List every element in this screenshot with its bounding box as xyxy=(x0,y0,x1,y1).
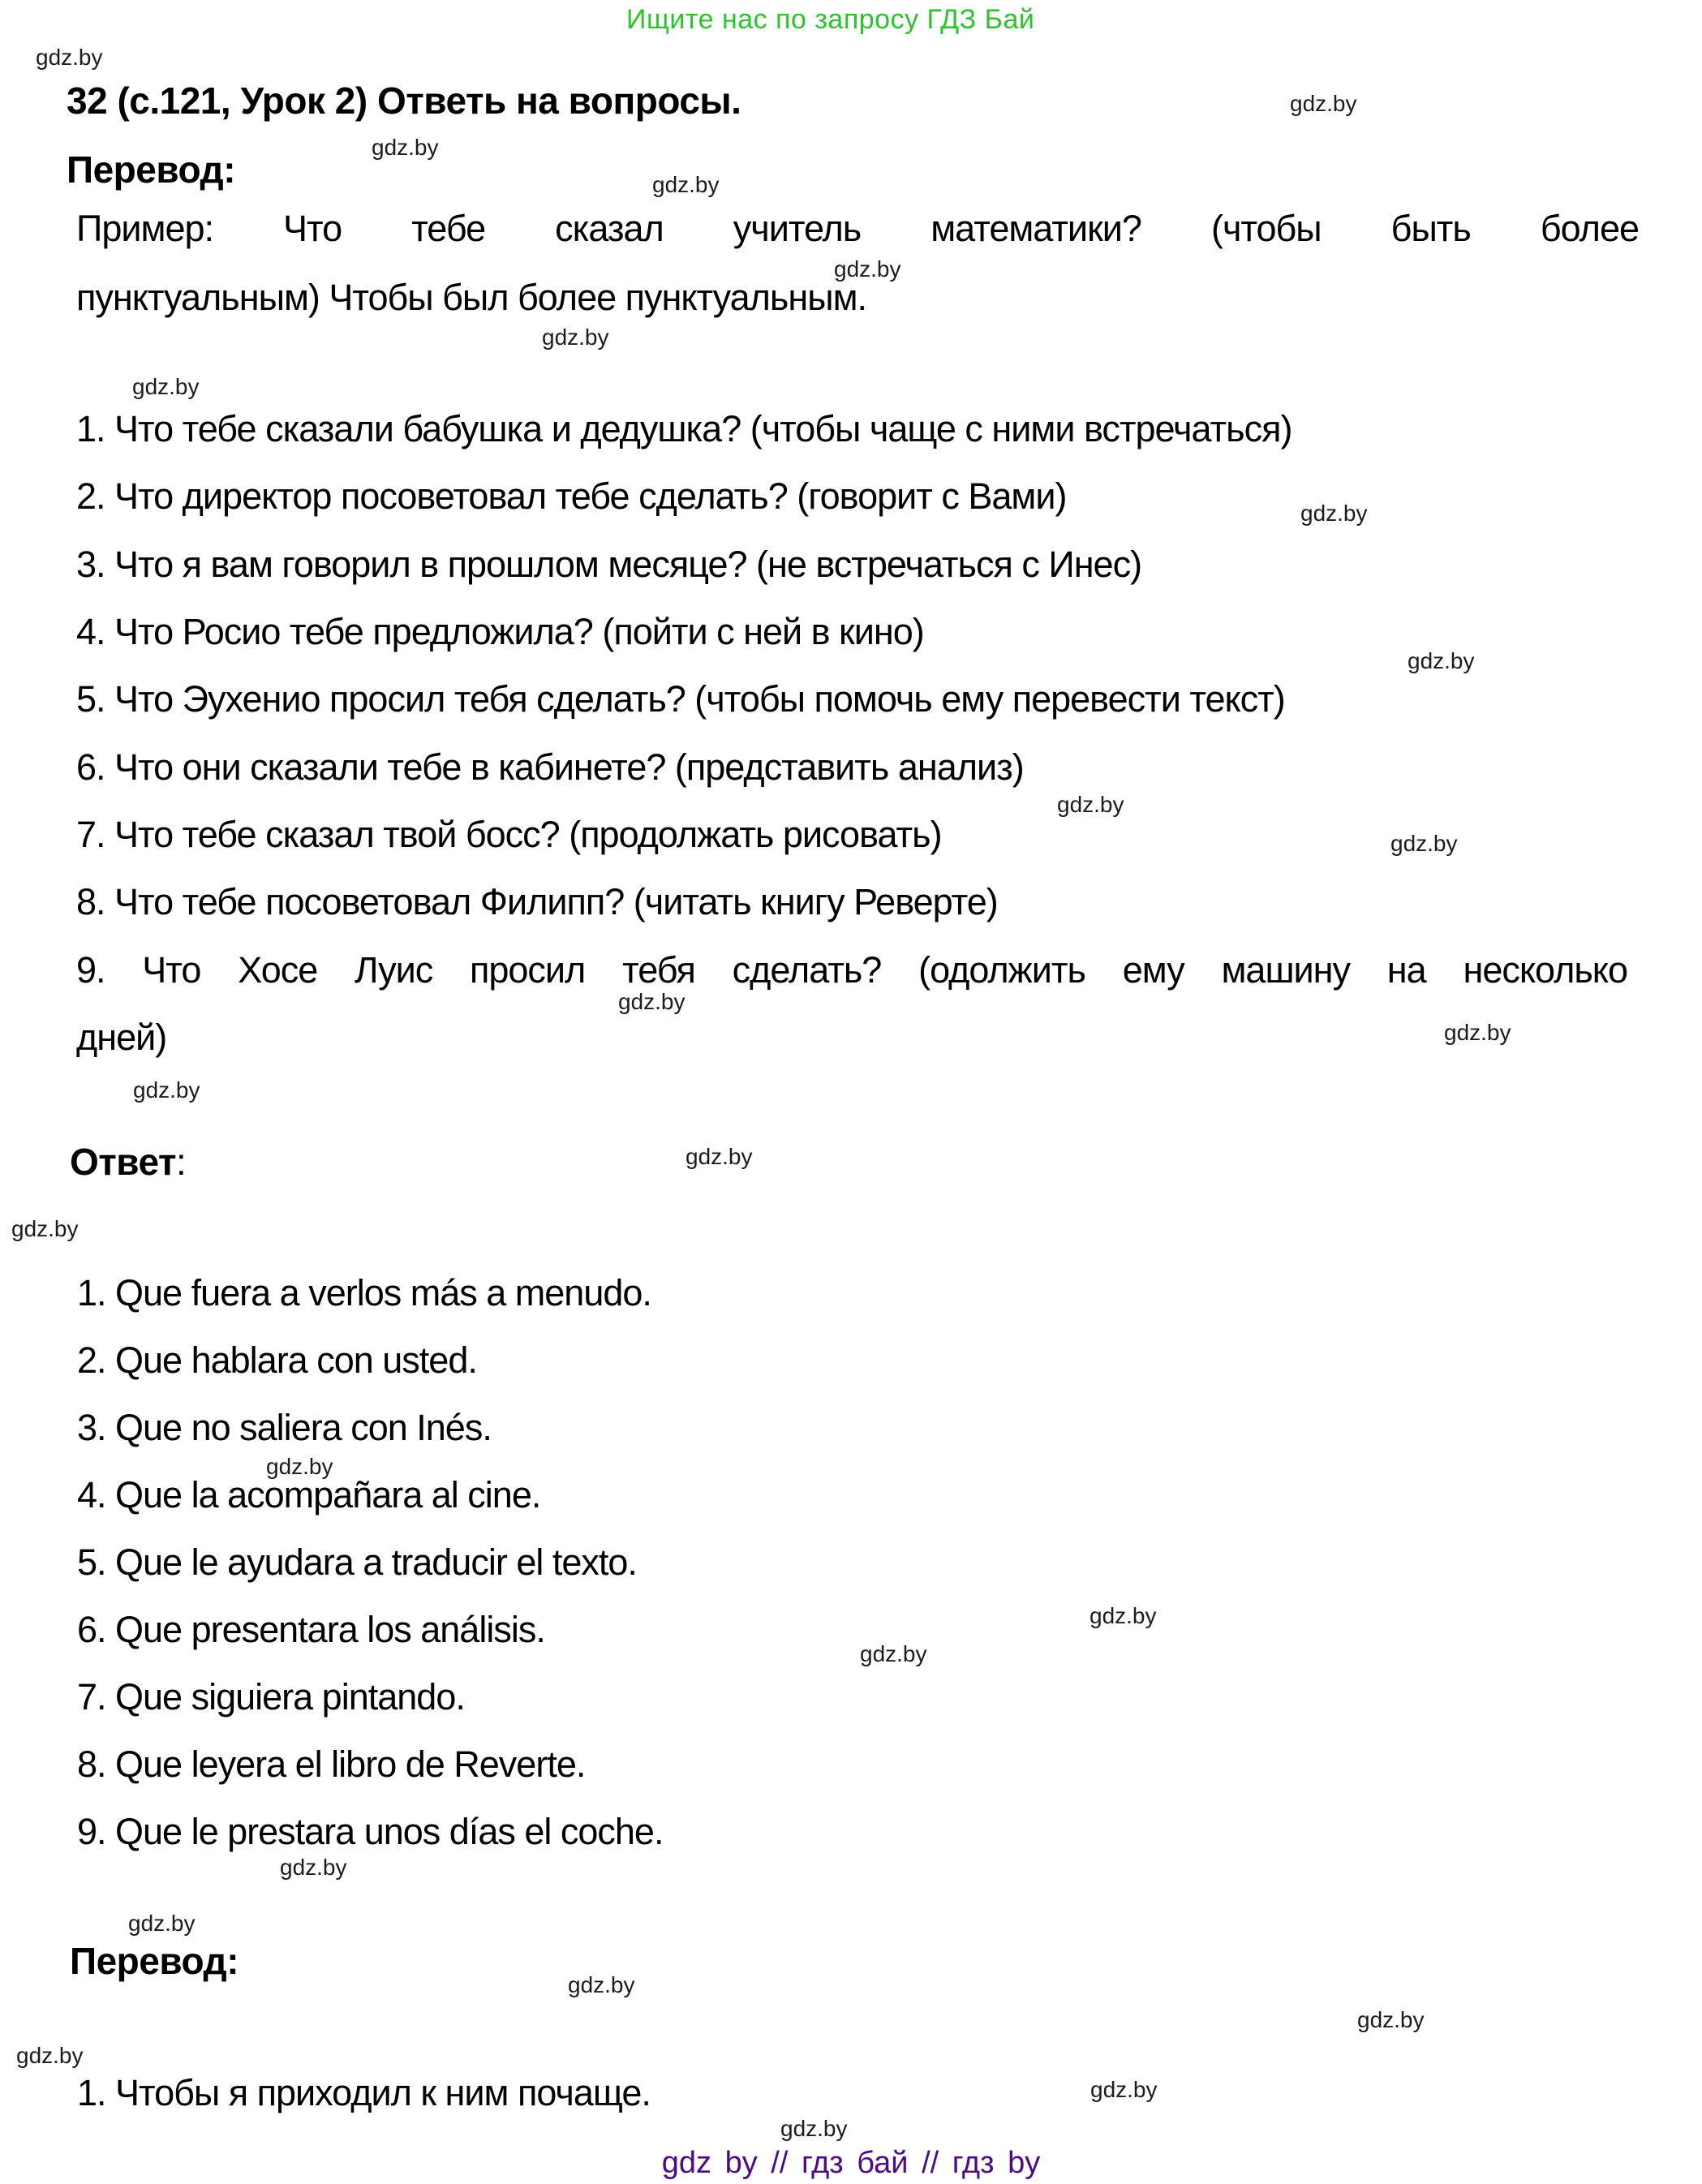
watermark: gdz.by xyxy=(372,135,439,160)
watermark: gdz.by xyxy=(1090,1603,1157,1628)
answer-line: 4. Que la acompañara al cine. xyxy=(77,1474,541,1515)
answer-line: 5. Que le ayudara a traducir el texto. xyxy=(77,1541,637,1583)
watermark: gdz.by xyxy=(1057,792,1124,817)
question-line: дней) xyxy=(76,1017,167,1058)
answer-label xyxy=(70,1140,186,1184)
watermark: gdz.by xyxy=(780,2116,848,2141)
watermark: gdz.by xyxy=(686,1144,753,1169)
watermark: gdz.by xyxy=(834,256,901,282)
question-line: 1. Что тебе сказали бабушка и дедушка? (чтобы чаще с ними встречаться) xyxy=(76,408,1292,449)
footer-links: gdz by // гдз бай // гдз by xyxy=(661,2146,1041,2180)
watermark: gdz.by xyxy=(652,172,720,197)
answer-label-colon: : xyxy=(176,1141,187,1183)
watermark: gdz.by xyxy=(280,1855,347,1880)
example-line: Пример: Что тебе сказал учитель математики? (чтобы быть более xyxy=(76,208,1639,249)
watermark: gdz.by xyxy=(1390,831,1458,856)
answer-line: 8. Que leyera el libro de Reverte. xyxy=(77,1743,586,1785)
question-line: 4. Что Росио тебе предложила? (пойти с ней в кино) xyxy=(76,611,924,652)
watermark: gdz.by xyxy=(1357,2007,1425,2032)
watermark: gdz.by xyxy=(128,1911,196,1936)
example-line: пунктуальным) Чтобы был более пунктуальным. xyxy=(76,277,867,318)
watermark: gdz.by xyxy=(132,374,200,399)
watermark: gdz.by xyxy=(568,1972,635,1997)
answer-line: 2. Que hablara con usted. xyxy=(77,1339,477,1381)
promo-banner: Ищите нас по запросу ГДЗ Бай xyxy=(626,4,1035,35)
question-line: 3. Что я вам говорил в прошлом месяце? (не встречаться с Инес) xyxy=(76,544,1142,585)
answer-line: 9. Que le prestara unos días el coche. xyxy=(77,1811,664,1852)
question-line: 9. Что Хосе Луис просил тебя сделать? (одолжить ему машину на несколько xyxy=(76,949,1627,991)
answer-line: 6. Que presentara los análisis. xyxy=(77,1609,545,1650)
answer-line: 3. Que no saliera con Inés. xyxy=(77,1407,492,1448)
translation-label-bottom: Перевод: xyxy=(70,1940,239,1982)
watermark: gdz.by xyxy=(1290,91,1357,116)
watermark: gdz.by xyxy=(133,1077,200,1103)
watermark: gdz.by xyxy=(11,1216,79,1241)
question-line: 8. Что тебе посоветовал Филипп? (читать книгу Реверте) xyxy=(76,881,998,922)
watermark: gdz.by xyxy=(1444,1020,1511,1045)
question-line: 5. Что Эухенио просил тебя сделать? (чтобы помочь ему перевести текст) xyxy=(76,678,1285,720)
watermark: gdz.by xyxy=(266,1454,333,1479)
page-title: 32 (с.121, Урок 2) Ответь на вопросы. xyxy=(67,80,741,122)
question-line: 6. Что они сказали тебе в кабинете? (представить анализ) xyxy=(76,746,1024,788)
answer-line: 1. Que fuera a verlos más a menudo. xyxy=(77,1272,651,1313)
watermark: gdz.by xyxy=(36,45,103,70)
watermark: gdz.by xyxy=(860,1641,927,1666)
watermark: gdz.by xyxy=(1408,648,1475,673)
question-line: 2. Что директор посоветовал тебе сделать? (говорит с Вами) xyxy=(76,475,1067,517)
translation-line: 1. Чтобы я приходил к ним почаще. xyxy=(77,2072,651,2113)
translation-label-top: Перевод: xyxy=(67,148,236,191)
answer-line: 7. Que siguiera pintando. xyxy=(77,1676,465,1718)
watermark: gdz.by xyxy=(1300,501,1368,526)
watermark: gdz.by xyxy=(542,325,609,350)
answer-label-word: Ответ xyxy=(70,1141,176,1183)
question-line: 7. Что тебе сказал твой босс? (продолжать рисовать) xyxy=(76,814,942,855)
watermark: gdz.by xyxy=(1090,2077,1158,2102)
watermark: gdz.by xyxy=(618,989,686,1014)
watermark: gdz.by xyxy=(16,2043,84,2068)
